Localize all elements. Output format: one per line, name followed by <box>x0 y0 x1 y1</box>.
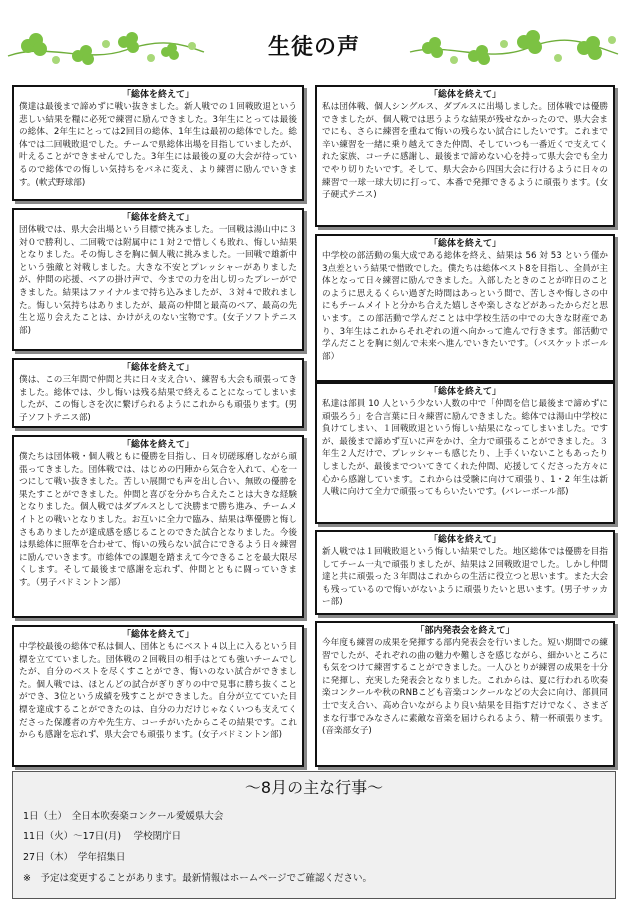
event-item: 11日（火）～17日(月) 学校閉庁日 <box>23 831 182 842</box>
essay-body: 団体戦では、県大会出場という目標で挑みました。一回戦は湯山中に３対０で勝利し、二回戦では附属中に１対２で惜しくも敗れ、悔しい結果となりました。その悔しさを胸に個人戦に挑みました。一回戦で雄新中という強敵と対戦しました。大きな不安とプレッシャーがありましたが、仲間の応援、ペアの掛け声で、今までの力を出し切ったプレーができました。結果はファイナルまで持ち込みましたが、３対４で敗れました。悔しい気持ちはありましたが、最高の仲間と最高のペア、最高の先生と巡り会えたことは、かけがえのない宝物です。(女子ソフトテニス部) <box>19 225 297 336</box>
essay-box-soccer <box>315 530 615 615</box>
page-title: 生徒の声 <box>267 35 360 60</box>
essay-body: 私達は部員 10 人という少ない人数の中で「仲間を信じ最後まで諦めずに頑張ろう」を合言葉に日々練習に励んできました。総体では湯山中学校に負けてしまい、１回戦敗退という悔しい結果になってしまいました。ですが、最後まで諦めず互いに声をかけ、全力で頑張ることができました。３年生２人だけで、プレッシャーも感じたり、上手くいないこともあったりしましたが、最後までついてきてくれた仲間、応援してくださった方々に心から感謝しています。これからは受験に向けて頑張り、1・2 年生は新人戦に向けて全力で頑張ってもらいたいです。(バレーボール部) <box>322 399 608 498</box>
essay-box-girls-badminton <box>12 625 304 767</box>
essay-box-girls-soft-tennis <box>12 208 304 351</box>
page-header <box>0 0 628 80</box>
essay-title: 「総体を終えて」 <box>121 363 194 373</box>
clover-garland-right-icon <box>408 22 620 68</box>
essay-title: 「部内発表会を終えて」 <box>415 626 515 636</box>
essay-body: 私は団体戦、個人シングルス、ダブルスに出場しました。団体戦では優勝できましたが、個人戦では思うような結果が残せなかったので、県大会までにも、さらに練習を重ねて悔いの残らない試合にしたいです。これまで辛い練習を一緒に乗り越えてきた仲間、そしていつも一番近くで支えてくれた家族、コーチに感謝し、最後まで諦めない心を持って県大会でも全力でやり切りたいです。そして、県大会から四国大会に行けるように日々の練習で一球一球大切に打って、本番で発揮できるように頑張ります。(女子硬式テニス) <box>322 102 608 201</box>
essay-body: 中学校最後の総体で私は個人、団体ともにベスト４以上に入るという目標を立てていました。団体戦の２回戦目の相手はとても強いチームでしたが、自分のベストを尽くすことができ、悔いのない試合ができました。個人戦では、ほとんどの試合がぎりぎりの中で見事に勝ち抜くことができ、3位という成績を残すことができました。自分が立てていた目標を達成することができたのは、自分の力だけじゃなくいつも支えてくださった保護者の方や先生方、コーチがいたからこその結果です。これからも感謝を忘れず、県大会でも頑張ります。(女子バドミントン部) <box>19 642 297 741</box>
essay-body: 僕は、この三年間で仲間と共に日々支え合い、練習も大会も頑張ってきました。総体では、少し悔いは残る結果で終えることになってしまいましたが、この悔しさを次に繋げられるようにこれからも頑張ります。(男子ソフトテニス部) <box>19 375 297 423</box>
essay-box-baseball <box>12 85 304 201</box>
essay-body: 中学校の部活動の集大成である総体を終え、結果は 56 対 53 という僅か3点差という結果で惜敗でした。僕たちは総体ベスト8を目指し、全員が主体となって日々練習に励んできました。入部したときのことが昨日のことのように思えるくらい過ぎた時間はあっという間で、苦しさや悔しさの中にもチームメイトと分かち合えた嬉しさや楽しさなどがあったからだと思います。この部活動で学んだことは中学校生活の中での大きな財産であり、3年生はこれからそれぞれの道へ向かって進んで行きます。部活動で学んだことを胸に刻んで未来へ進んでいきたいです。（バスケットボール部） <box>322 251 608 362</box>
essay-box-music-club <box>315 621 615 767</box>
event-item: 27日（木） 学年招集日 <box>23 852 126 863</box>
events-note: ※ 予定は変更することがあります。最新情報はホームページでご確認ください。 <box>23 873 373 884</box>
essay-box-boys-badminton <box>12 435 304 618</box>
essay-title: 「総体を終えて」 <box>428 535 501 545</box>
essay-body: 今年度も練習の成果を発揮する部内発表会を行いました。短い期間での練習でしたが、それぞれの曲の魅力や難しさを感じながら、細かいところにも気をつけて練習することができました。一人ひとりが練習の成果を十分に発揮し、充実した発表会となりました。これからは、夏に行われる吹奏楽コンクールや秋のRNBこども音楽コンクールなどの大会に向け、部員同士で支え合い、高め合いながらより良い結果を目指すだけでなく、さまざまな行事でみなさんに素敵な音楽を届けられるよう、精一杯頑張ります。(音楽部女子) <box>322 638 608 737</box>
essay-body: 僕達は最後まで諦めずに戦い抜きました。新人戦での１回戦敗退という悲しい結果を糧に必死で練習に励んできました。3年生にとっては最後の総体、2年生にとっては2回目の総体、1年生は最初の総体でした。総体では二回戦敗退でした。チームで県総体出場を目指していましたが、叶えることができませんでした。3年生には最後の夏の大会が待っているので総体での悔しい気持ちをバネに変え、より練習に励んでいきます。(軟式野球部) <box>19 102 297 188</box>
essay-box-volleyball <box>315 382 615 524</box>
essay-box-basketball <box>315 234 615 382</box>
essay-box-boys-soft-tennis <box>12 358 304 428</box>
essay-title: 「総体を終えて」 <box>121 440 194 450</box>
event-item: 1日（土） 全日本吹奏楽コンクール愛媛県大会 <box>23 811 224 822</box>
essay-title: 「総体を終えて」 <box>121 90 194 100</box>
events-title: ～8月の主な行事～ <box>244 778 384 797</box>
essay-body: 僕たちは団体戦・個人戦ともに優勝を目指し、日々切磋琢磨しながら頑張ってきました。団体戦では、はじめの円陣から気合を入れて、心を一つにして戦い抜きました。苦しい展開でも声を出し合い、無敗の優勝を果たすことができました。仲間と喜びを分かち合えたことは大きな経験となりました。個人戦ではダブルスとして決勝まで勝ち進み、チームメイトとの戦いとなりました。お互いに全力で臨み、結果は準優勝と悔しさもありましたが達成感を感じることのできた試合となりました。今後は県総体に照準を合わせて、悔いの残らない試合にできるよう日々練習に励んでいきます。市総体での課題を踏まえて今できることを最大限尽くします。そして最後まで感謝を忘れず、仲間とともに闘っていきます。（男子バドミントン部） <box>19 452 297 588</box>
essay-title: 「総体を終えて」 <box>428 90 501 100</box>
essay-title: 「総体を終えて」 <box>428 239 501 249</box>
essay-title: 「総体を終えて」 <box>428 387 501 397</box>
essay-box-girls-hard-tennis <box>315 85 615 227</box>
essay-body: 新人戦では１回戦敗退という悔しい結果でした。地区総体では優勝を目指してチーム一丸で頑張りましたが、結果は２回戦敗退でした。しかし仲間達と共に頑張った３年間はこれからの生活に役立つと思います。また大会も残っているので悔いがないように頑張りたいと思います。(男子サッカー部) <box>322 547 608 608</box>
essay-title: 「総体を終えて」 <box>121 630 194 640</box>
essay-title: 「総体を終えて」 <box>121 213 194 223</box>
august-events-panel <box>12 771 616 899</box>
